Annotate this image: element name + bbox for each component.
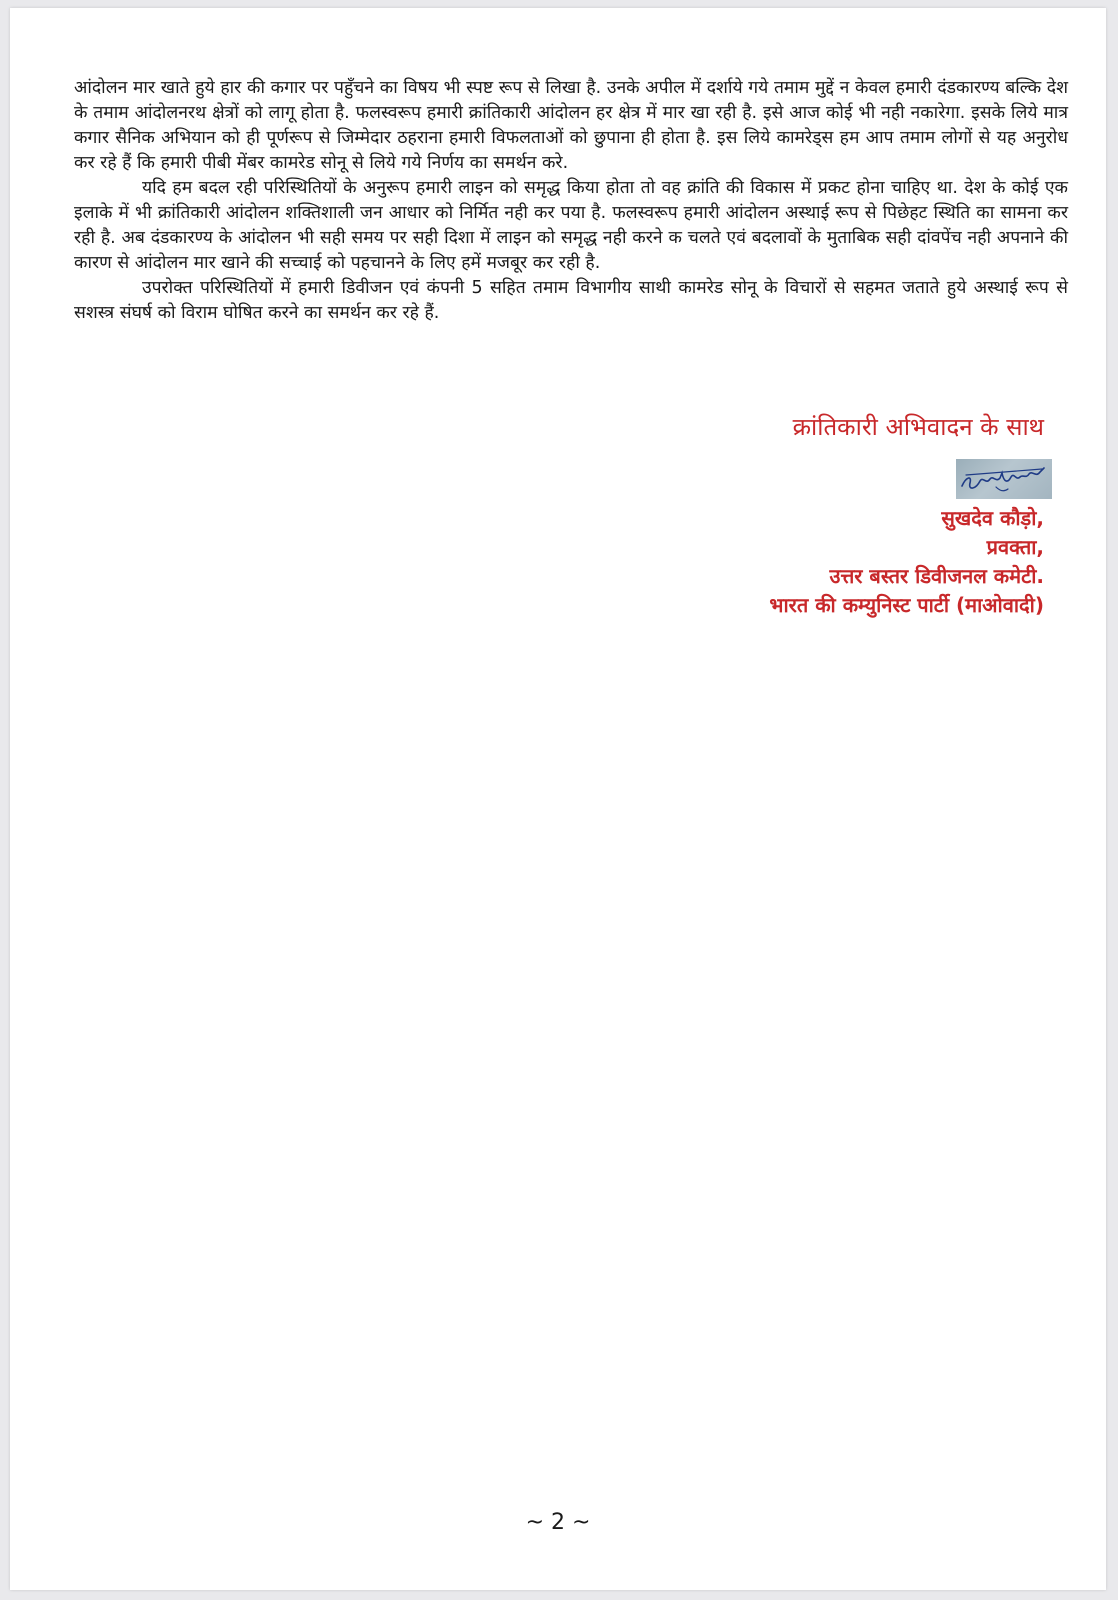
signatory-committee: उत्तर बस्तर डिवीजनल कमेटी. (829, 564, 1044, 588)
paragraph-1: आंदोलन मार खाते हुये हार की कगार पर पहुँचने का विषय भी स्पष्ट रूप से लिखा है. उनके अपील में दर्शाये गये तमाम मुद्दें न केवल हमारी दंडकारण्य बल्कि देश के तमाम आंदोलनरथ क्षेत्रों को लागू होता है. फलस्वरूप हमारी क्रांतिकारी आंदोलन हर क्षेत्र में मार खा रही है. इसे आज कोई भी नही नकारेगा. इसके लिये मात्र कगार सैनिक अभियान को ही पूर्णरूप से जिम्मेदार ठहराना हमारी विफलताओं को छुपाना ही होता है. इस लिये कामरेड्स हम आप तमाम लोगों से यह अनुरोध कर रहे हैं कि हमारी पीबी मेंबर कामरेड सोनू से लिये गये निर्णय का समर्थन करे. (74, 78, 1068, 173)
page-number: ~ 2 ~ (525, 1510, 591, 1535)
signature-image (956, 459, 1052, 499)
paragraph-2: यदि हम बदल रही परिस्थितियों के अनुरूप हमारी लाइन को समृद्ध किया होता तो वह क्रांति की विकास में प्रकट होना चाहिए था. देश के कोई एक इलाके में भी क्रांतिकारी आंदोलन शक्तिशाली जन आधार को निर्मित नही कर पया है. फलस्वरूप हमारी आंदोलन अस्थाई रूप से पिछेहट स्थिति का सामना कर रही है. अब दंडकारण्य के आंदोलन भी सही समय पर सही दिशा में लाइन को समृद्ध नही करने क चलते एवं बदलावों के मुताबिक सही दांवपेंच नही अपनाने की कारण से आंदोलन मार खाने की सच्चाई को पहचानने के लिए हमें मजबूर कर रही है. (74, 178, 1068, 273)
closing-salutation: क्रांतिकारी अभिवादन के साथ (792, 413, 1044, 441)
document-page (10, 8, 1106, 1590)
signatory-party: भारत की कम्युनिस्ट पार्टी (माओवादी) (769, 593, 1044, 617)
signature-scribble (956, 459, 1052, 499)
paragraph-3: उपरोक्त परिस्थितियों में हमारी डिवीजन एवं कंपनी 5 सहित तमाम विभागीय साथी कामरेड सोनू के विचारों से सहमत जताते हुये अस्थाई रूप से सशस्त्र संघर्ष को विराम घोषित करने का समर्थन कर रहे हैं. (74, 278, 1068, 323)
letter-body (74, 76, 1068, 326)
signatory-name: सुखदेव कौड़ो, (941, 506, 1044, 530)
signatory-block (769, 504, 1044, 620)
signatory-role: प्रवक्ता, (986, 535, 1044, 559)
